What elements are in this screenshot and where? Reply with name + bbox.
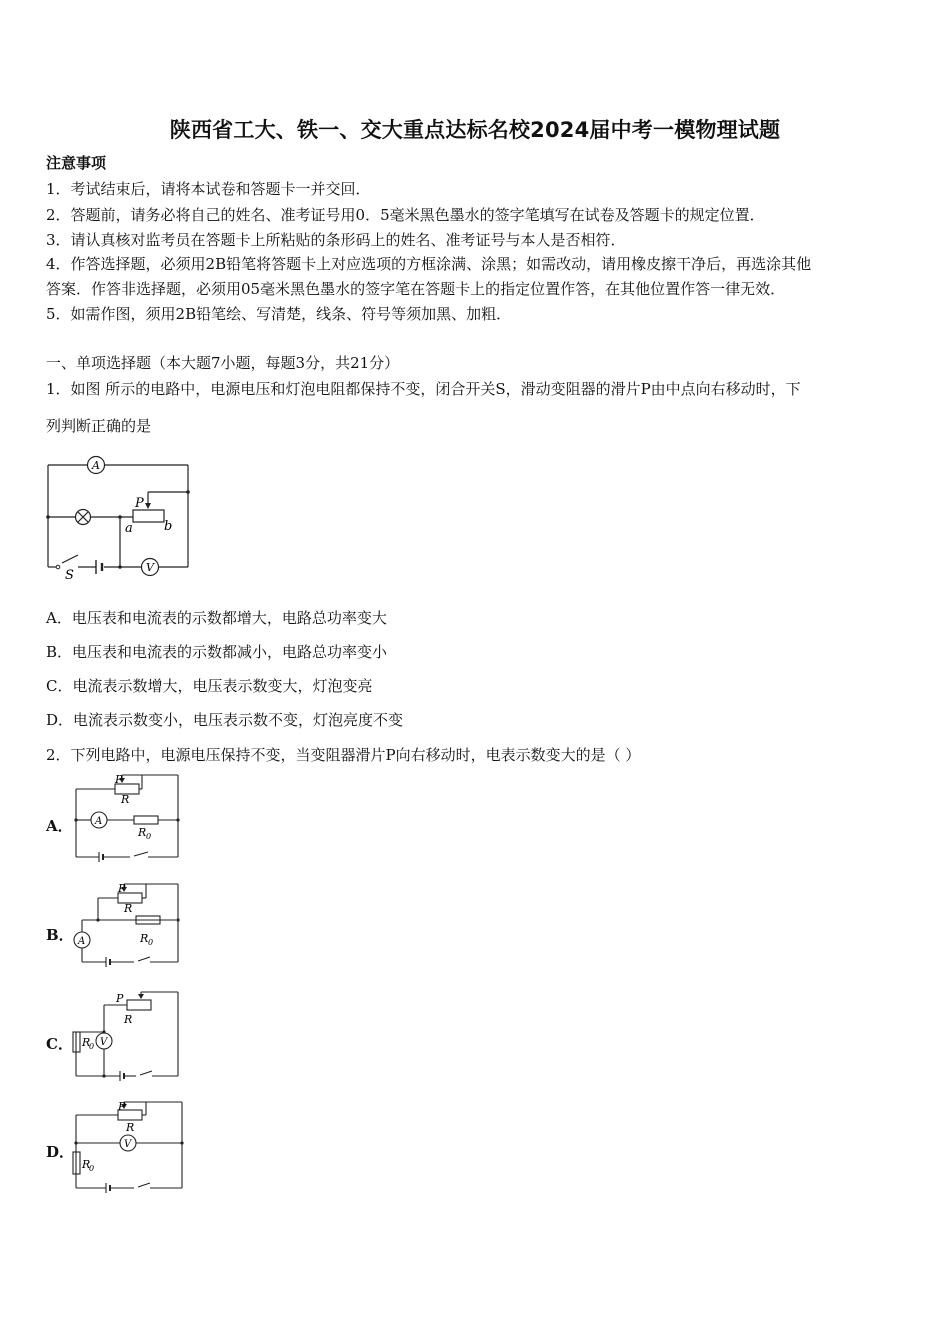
rheostat-label: R	[121, 793, 130, 806]
slider-label: P	[118, 1100, 126, 1113]
notice-heading: 注意事项	[46, 154, 107, 172]
q2-option-b-circuit	[68, 880, 183, 968]
rheostat	[133, 510, 164, 522]
notice-item: 答案．作答非选择题，必须用05毫米黑色墨水的签字笔在答题卡上的指定位置作答，在其他位置作答一律无效．	[46, 280, 786, 298]
fixed-resistor-subscript: 0	[148, 938, 154, 947]
notice-item: 4．作答选择题，必须用2B铅笔将答题卡上对应选项的方框涂满、涂黑；如需改动，请用橡皮擦干净后，再选涂其他	[46, 255, 812, 273]
q1-option-c[interactable]: C．电流表示数增大，电压表示数变大，灯泡变亮	[46, 677, 373, 695]
question-1-stem-cont: 列判断正确的是	[46, 417, 152, 435]
rheostat-label: R	[124, 902, 133, 915]
rheostat-label: R	[124, 1013, 133, 1026]
slider-label: P	[135, 496, 144, 511]
fixed-resistor-label: R	[138, 826, 147, 839]
end-b-label: b	[164, 519, 173, 534]
fixed-resistor-subscript: 0	[89, 1042, 95, 1051]
fixed-resistor-label: R	[82, 1158, 91, 1171]
q2-option-b-label[interactable]: B．	[46, 926, 74, 944]
section-heading: 一、单项选择题（本大题7小题，每题3分，共21分）	[46, 354, 400, 372]
notice-item: 3．请认真核对监考员在答题卡上所粘贴的条形码上的姓名、准考证号与本人是否相符．	[46, 231, 626, 249]
fixed-resistor-label: R	[140, 932, 149, 945]
q2-option-a-circuit	[70, 770, 185, 862]
ammeter-label: A	[92, 459, 100, 472]
slider-label: P	[115, 773, 123, 786]
voltmeter-label: V	[146, 561, 154, 574]
question-2-stem: 2．下列电路中，电源电压保持不变，当变阻器滑片P向右移动时，电表示数变大的是（ ）	[46, 746, 641, 764]
q1-option-d[interactable]: D．电流表示数变小，电压表示数不变，灯泡亮度不变	[46, 711, 404, 729]
end-a-label: a	[125, 521, 133, 536]
q2-option-c-label[interactable]: C．	[46, 1035, 73, 1053]
notice-item: 2．答题前，请务必将自己的姓名、准考证号用0．5毫米黑色墨水的签字笔填写在试卷及答题卡的规定位置．	[46, 206, 765, 224]
q1-option-b[interactable]: B．电压表和电流表的示数都减小，电路总功率变小	[46, 643, 388, 661]
q1-option-a[interactable]: A．电压表和电流表的示数都增大，电路总功率变大	[46, 609, 387, 627]
voltmeter-label: V	[100, 1037, 108, 1048]
circuit-diagram	[38, 452, 198, 584]
q2-option-d-circuit	[70, 1098, 188, 1194]
q2-option-a-label[interactable]: A．	[46, 817, 73, 835]
q2-option-d-label[interactable]: D．	[46, 1143, 75, 1161]
switch-label: S	[65, 568, 74, 583]
ammeter-label: A	[78, 936, 86, 947]
question-1-stem: 1．如图 所示的电路中，电源电压和灯泡电阻都保持不变，闭合开关S，滑动变阻器的滑片P由中点向右移动时，下	[46, 380, 801, 398]
notice-item: 5．如需作图，须用2B铅笔绘、写清楚，线条、符号等须加黑、加粗．	[46, 305, 512, 323]
fixed-resistor-subscript: 0	[89, 1164, 95, 1173]
slider-label: P	[118, 882, 126, 895]
ammeter-label: A	[95, 816, 103, 827]
notice-item: 1．考试结束后，请将本试卷和答题卡一并交回．	[46, 180, 371, 198]
rheostat-label: R	[126, 1121, 135, 1134]
q2-option-c-circuit	[70, 988, 185, 1082]
page-title: 陕西省工大、铁一、交大重点达标名校2024届中考一模物理试题	[169, 118, 781, 142]
voltmeter-label: V	[124, 1139, 132, 1150]
fixed-resistor-subscript: 0	[146, 832, 152, 841]
question-1-circuit	[38, 452, 198, 584]
fixed-resistor-label: R	[82, 1036, 91, 1049]
slider-label: P	[116, 992, 124, 1005]
